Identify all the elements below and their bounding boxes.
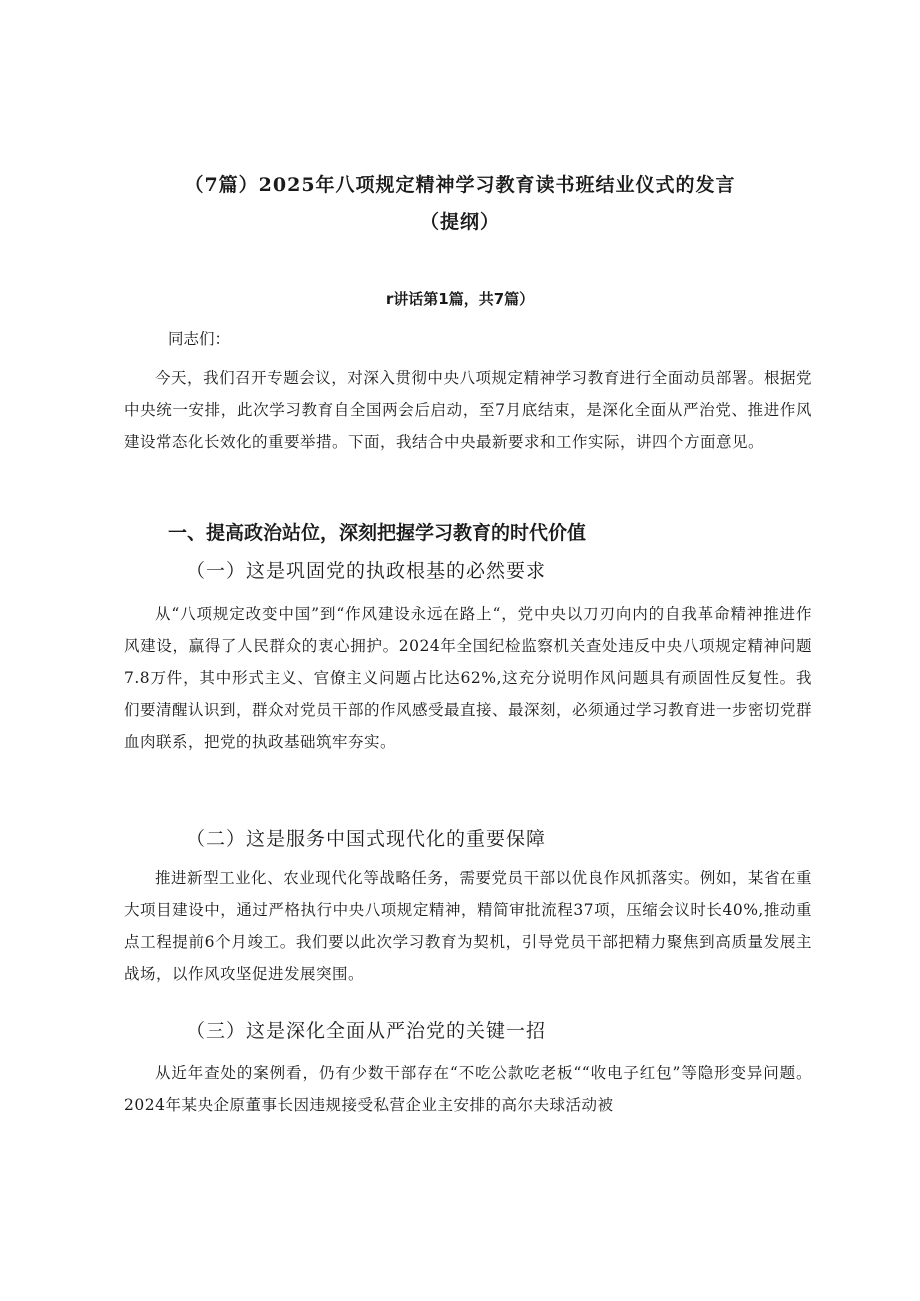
document-subtitle: r讲话第1篇，共7篇） bbox=[385, 290, 535, 308]
document-title: （7篇）2025年八项规定精神学习教育读书班结业仪式的发言 bbox=[184, 174, 736, 196]
salutation: 同志们： bbox=[168, 330, 231, 348]
subsection-paragraph-2: 推进新型工业化、农业现代化等战略任务，需要党员干部以优良作风抓落实。例如，某省在重大项目建设中，通过严格执行中央八项规定精神，精简审批流程37项，压缩会议时长40%,推动重点工程提前6个月竣工。我们要以此次学习教育为契机，引导党员干部把精力聚焦到高质量发展主战场，以作风攻坚促进发展突围。 bbox=[124, 869, 812, 983]
subsection-paragraph-1: 从“八项规定改变中国”到“作风建设永远在路上“，党中央以刀刃向内的自我革命精神推进作风建设，赢得了人民群众的衷心拥护。2024年全国纪检监察机关查处违反中央八项规定精神问题7.8万件，其中形式主义、官僚主义问题占比达62%,这充分说明作风问题具有顽固性反复性。我们要清醒认识到，群众对党员干部的作风感受最直接、最深刻，必须通过学习教育进一步密切党群血肉联系，把党的执政基础筑牢夯实。 bbox=[124, 605, 813, 751]
section-heading-1: 一、提高政治站位，深刻把握学习教育的时代价值 bbox=[168, 522, 587, 544]
subsection-heading-1: （一）这是巩固党的执政根基的必然要求 bbox=[186, 560, 547, 582]
subsection-heading-3: （三）这是深化全面从严治党的关键一招 bbox=[186, 1020, 547, 1042]
intro-paragraph: 今天，我们召开专题会议，对深入贯彻中央八项规定精神学习教育进行全面动员部署。根据党中央统一安排，此次学习教育自全国两会后启动，至7月底结束，是深化全面从严治党、推进作风建设常态化长效化的重要举措。下面，我结合中央最新要求和工作实际，讲四个方面意见。 bbox=[124, 369, 812, 451]
subsection-heading-2: （二）这是服务中国式现代化的重要保障 bbox=[186, 828, 547, 850]
document-title-continuation: （提纲） bbox=[419, 211, 500, 233]
subsection-paragraph-3: 从近年查处的案例看，仍有少数干部存在“不吃公款吃老板““收电子红包”等隐形变异问题。2024年某央企原董事长因违规接受私营企业主安排的高尔夫球活动被 bbox=[124, 1064, 812, 1114]
